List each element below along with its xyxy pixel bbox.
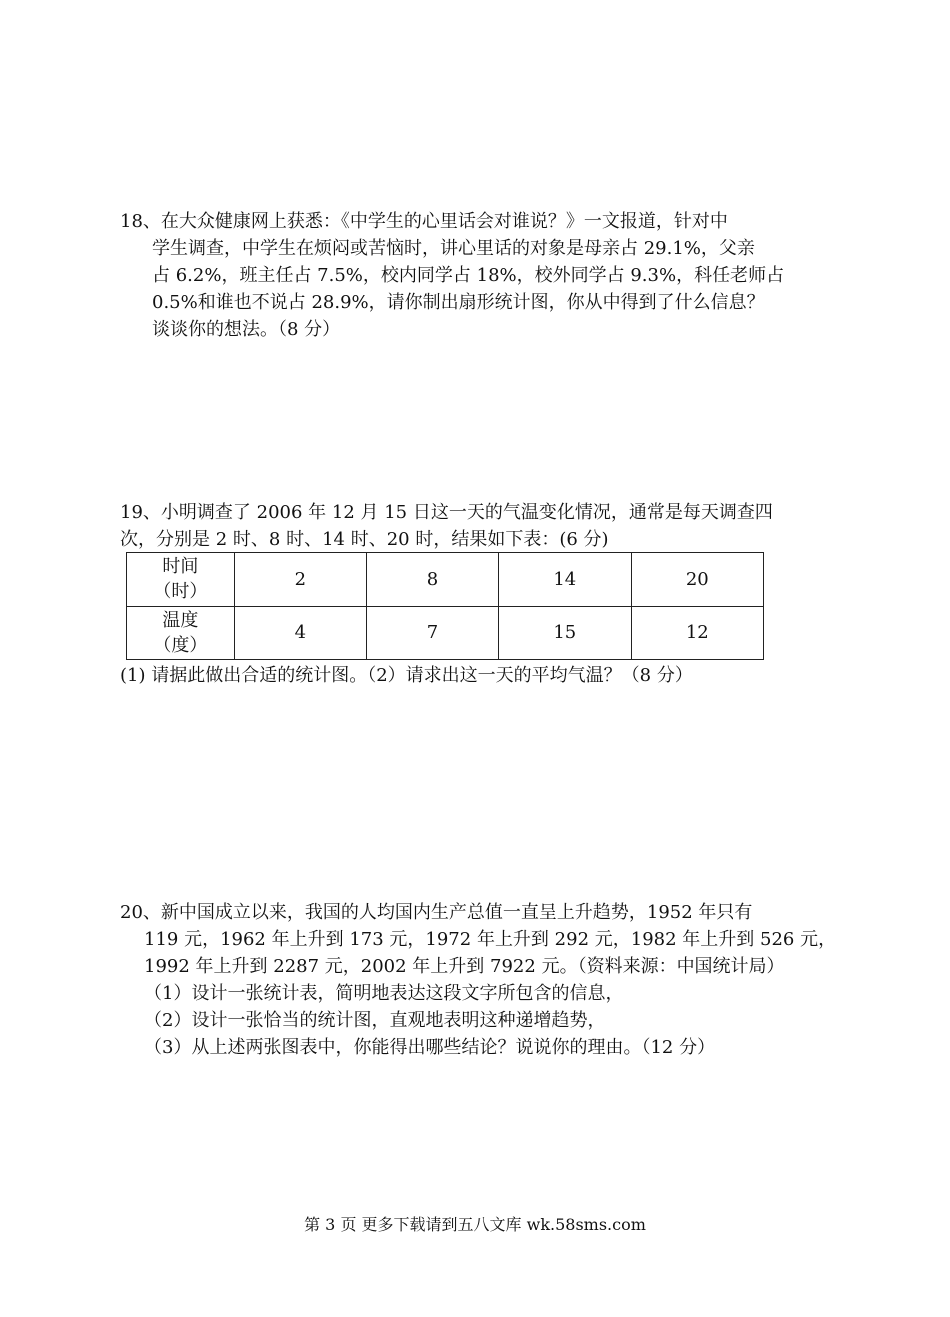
question-item: （2）设计一张恰当的统计图，直观地表明这种递增趋势， bbox=[144, 1010, 606, 1031]
question-text-line: 20、新中国成立以来，我国的人均国内生产总值一直呈上升趋势，1952 年只有 bbox=[120, 902, 753, 923]
temperature-unit: （度） bbox=[153, 634, 208, 656]
table-header-cell bbox=[127, 606, 235, 660]
table-cell: 12 bbox=[631, 606, 763, 660]
question-18 bbox=[120, 208, 840, 343]
question-text-line: 119 元，1962 年上升到 173 元，1972 年上升到 292 元，1982 年上升到 526 元， bbox=[144, 929, 837, 950]
table-cell: 7 bbox=[366, 606, 498, 660]
temperature-label: 温度 bbox=[162, 609, 199, 631]
question-item: （1）设计一张统计表，简明地表达这段文字所包含的信息， bbox=[144, 983, 624, 1004]
table-cell: 2 bbox=[234, 553, 366, 607]
question-text-line: 19、小明调查了 2006 年 12 月 15 日这一天的气温变化情况，通常是每天调查四 bbox=[120, 502, 773, 523]
table-cell: 4 bbox=[234, 606, 366, 660]
time-unit: （时） bbox=[153, 581, 208, 603]
table-cell: 8 bbox=[366, 553, 498, 607]
table-cell: 20 bbox=[631, 553, 763, 607]
question-item: （3）从上述两张图表中，你能得出哪些结论？说说你的理由。（12 分） bbox=[144, 1037, 716, 1058]
page-footer: 第 3 页 更多下载请到五八文库 wk.58sms.com bbox=[304, 1215, 646, 1234]
table-row bbox=[127, 553, 764, 607]
question-text-line: 谈谈你的想法。（8 分） bbox=[152, 319, 341, 340]
question-text-line: 占 6.2%，班主任占 7.5%，校内同学占 18%，校外同学占 9.3%，科任老师占 bbox=[152, 265, 785, 286]
table-row bbox=[127, 606, 764, 660]
question-text-line: 1992 年上升到 2287 元，2002 年上升到 7922 元。（资料来源：中国统计局） bbox=[144, 956, 785, 977]
question-text-line: 次，分别是 2 时、8 时、14 时、20 时，结果如下表：(6 分) bbox=[120, 529, 609, 550]
table-cell: 14 bbox=[499, 553, 631, 607]
question-19 bbox=[120, 499, 840, 553]
temperature-table bbox=[126, 552, 764, 660]
table-header-cell bbox=[127, 553, 235, 607]
question-text-line: 0.5%和谁也不说占 28.9%，请你制出扇形统计图，你从中得到了什么信息？ bbox=[152, 292, 765, 313]
question-text-line: 学生调查，中学生在烦闷或苦恼时，讲心里话的对象是母亲占 29.1%，父亲 bbox=[152, 238, 755, 259]
question-20 bbox=[120, 899, 840, 1061]
time-label: 时间 bbox=[162, 556, 199, 578]
table-cell: 15 bbox=[499, 606, 631, 660]
question-text-line: 18、在大众健康网上获悉：《中学生的心里话会对谁说？》一文报道，针对中 bbox=[120, 211, 728, 232]
question-19-subquestions: (1) 请据此做出合适的统计图。（2）请求出这一天的平均气温？（8 分） bbox=[120, 665, 693, 686]
